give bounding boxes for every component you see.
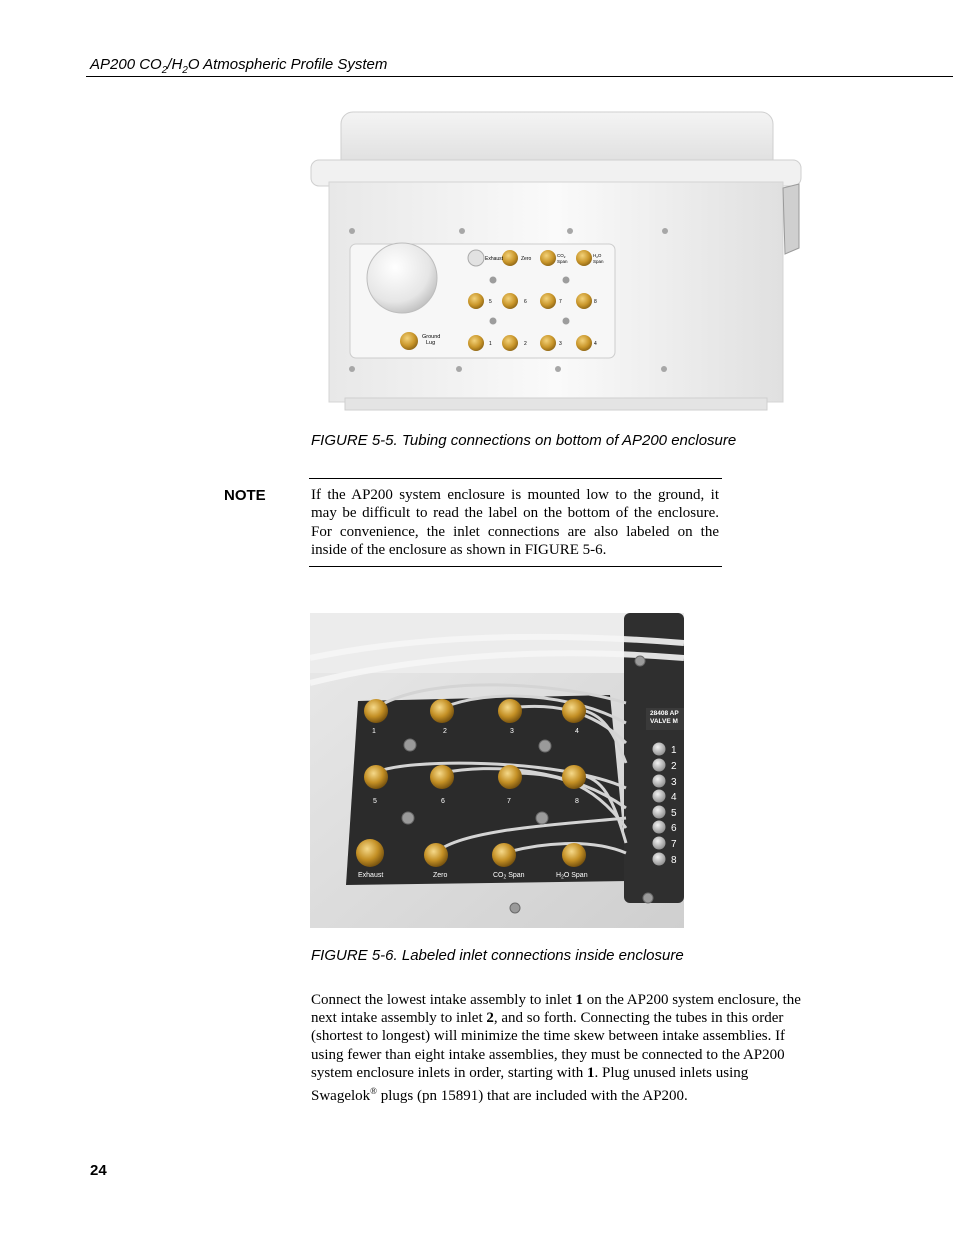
svg-text:Zero: Zero xyxy=(521,256,532,262)
svg-text:6: 6 xyxy=(671,823,677,834)
body-paragraph: Connect the lowest intake assembly to inlet 1 on the AP200 system enclosure, the next intake assembly to inlet 2, and so forth. Connecting the tubes in this order (shortest to longest) will minimize the time skew between intake assemblies. If using fewer than eight intake assemblies, they must be connected to the AP200 system enclosure inlets in order, starting with 1. Plug unused inlets using Swagelok® plugs (pn 15891) that are included with the AP200. xyxy=(311,992,801,1105)
svg-text:Ground: Ground xyxy=(422,334,441,340)
svg-text:2: 2 xyxy=(443,728,447,735)
note-top-rule xyxy=(309,478,722,479)
svg-text:Exhaust: Exhaust xyxy=(358,872,384,879)
svg-text:5: 5 xyxy=(489,299,492,305)
svg-text:5: 5 xyxy=(373,798,377,805)
svg-text:4: 4 xyxy=(594,341,597,347)
svg-text:H2O Span: $H_2O$ Span xyxy=(556,872,588,881)
svg-text:7: 7 xyxy=(671,839,677,850)
svg-text:CO2 Span: $CO_2$ Span xyxy=(493,872,525,881)
svg-text:1: 1 xyxy=(489,341,492,347)
svg-text:8: 8 xyxy=(671,855,677,866)
svg-text:3: 3 xyxy=(671,777,677,788)
figure-5-6-inside-enclosure xyxy=(310,613,684,928)
svg-text:4: 4 xyxy=(671,792,677,803)
svg-text:5: 5 xyxy=(671,808,677,819)
figure-5-6-caption: FIGURE 5-6. Labeled inlet connections inside enclosure xyxy=(311,947,684,964)
svg-text:Lug: Lug xyxy=(426,340,436,346)
svg-text:8: 8 xyxy=(594,299,597,305)
page-number: 24 xyxy=(90,1162,107,1179)
note-label: NOTE xyxy=(224,487,266,504)
running-header: AP200 $CO_2/H_2O$ Atmospheric Profile System xyxy=(90,56,388,76)
svg-text:6: 6 xyxy=(441,798,445,805)
header-rule xyxy=(86,76,953,77)
svg-text:CO2: $CO_2$ xyxy=(557,253,566,259)
svg-text:4: 4 xyxy=(575,728,579,735)
note-bottom-rule xyxy=(309,566,722,567)
svg-text:Span: Span xyxy=(557,259,568,264)
svg-text:3: 3 xyxy=(510,728,514,735)
svg-text:7: 7 xyxy=(507,798,511,805)
svg-text:H2O: $H_2O$ xyxy=(593,253,602,259)
svg-text:Span: Span xyxy=(593,259,604,264)
figure-5-5-enclosure-bottom xyxy=(305,108,805,416)
svg-text:VALVE M: VALVE M xyxy=(650,718,678,725)
svg-text:2: 2 xyxy=(671,761,677,772)
figure-5-5-caption: FIGURE 5-5. Tubing connections on bottom of AP200 enclosure xyxy=(311,432,737,449)
svg-text:7: 7 xyxy=(559,299,562,305)
svg-text:Zero: Zero xyxy=(433,872,448,879)
svg-text:1: 1 xyxy=(671,745,677,756)
svg-text:3: 3 xyxy=(559,341,562,347)
svg-text:28408 AP: 28408 AP xyxy=(650,710,679,717)
svg-text:6: 6 xyxy=(524,299,527,305)
svg-text:Exhaust: Exhaust xyxy=(485,256,504,262)
svg-text:1: 1 xyxy=(372,728,376,735)
note-text: If the AP200 system enclosure is mounted low to the ground, it may be difficult to read the label on the bottom of the enclosure. For convenience, the inlet connections are also labeled on the inside of the enclosure as shown in FIGURE 5-6. xyxy=(311,487,719,559)
svg-text:2: 2 xyxy=(524,341,527,347)
svg-text:8: 8 xyxy=(575,798,579,805)
